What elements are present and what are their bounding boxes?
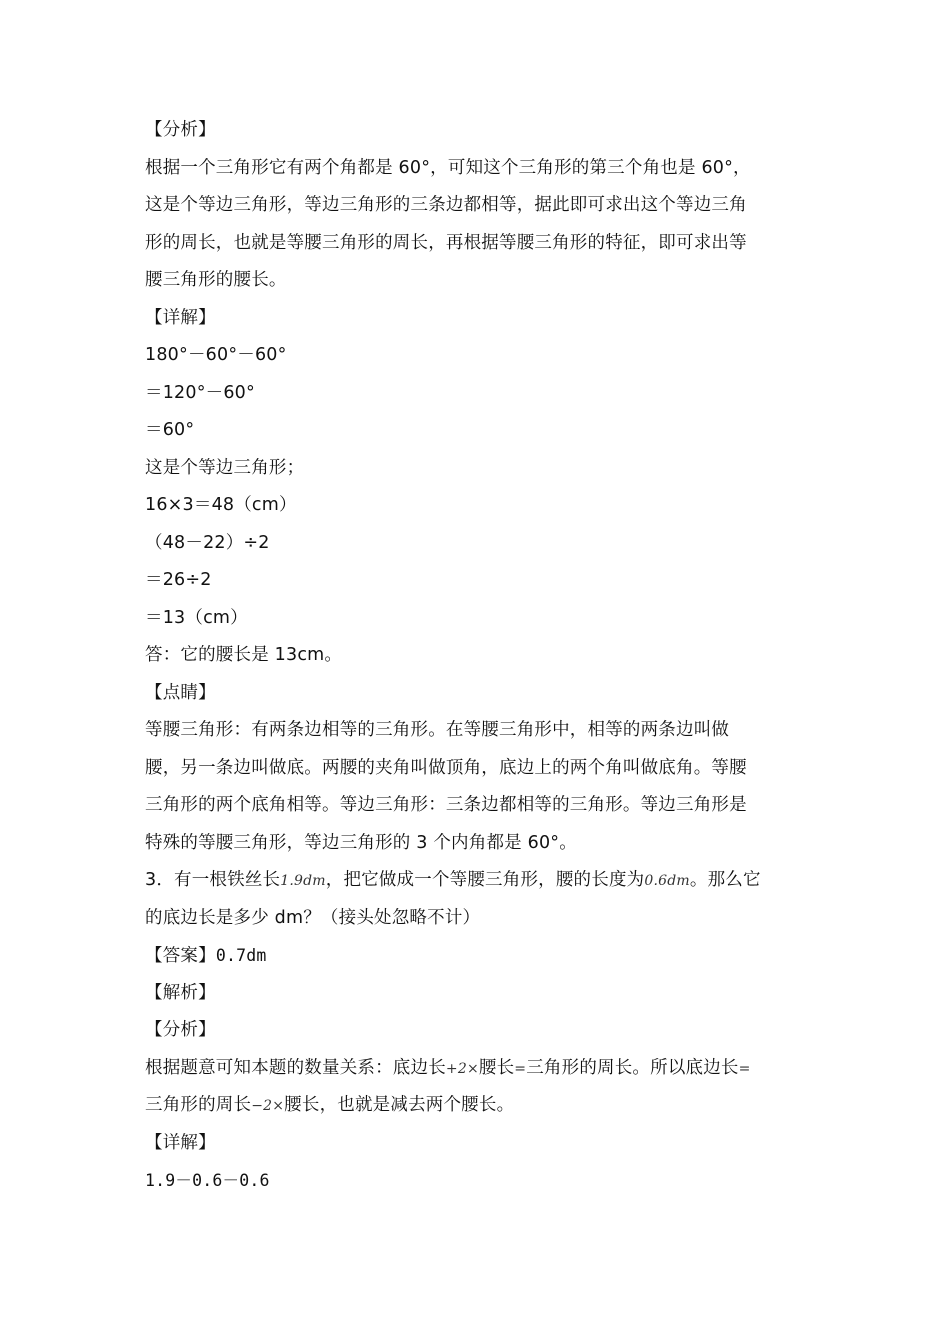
analysis-text-part: 三角形的周长 [145,1095,252,1115]
question-text-part: 3．有一根铁丝长 [145,870,281,890]
analysis-q3-line-2 [145,1087,815,1125]
detail-line-1: 180°－60°－60° [145,345,287,365]
key-point-line-2: 腰，另一条边叫做底。两腰的夹角叫做顶角，底边上的两个角叫做底角。等腰 [145,757,747,778]
document-page [145,112,815,1200]
detail-line-8: ＝13（cm） [145,607,248,628]
question-text-part: ，把它做成一个等腰三角形，腰的长度为 [325,870,645,890]
key-point-line-4: 特殊的等腰三角形，等边三角形的 3 个内角都是 60°。 [145,832,577,853]
detail-q3-line-1: 1.9－0.6－0.6 [145,1171,270,1190]
detail-heading: 【详解】 [145,307,216,328]
question-3-line-1 [145,862,815,900]
equals-math: = [738,1060,751,1077]
minus-two-times-math: −2× [251,1098,285,1114]
analysis-line-3: 形的周长，也就是等腰三角形的周长，再根据等腰三角形的特征，即可求出等 [145,232,747,253]
question-text-part: 。那么它 [689,870,761,890]
key-point-heading: 【点睛】 [145,682,216,703]
analysis-line-1: 根据一个三角形它有两个角都是 60°，可知这个三角形的第三个角也是 60°， [145,157,751,178]
equals-math: = [514,1060,527,1077]
leg-length-math: 0.6dm [644,873,690,889]
analysis-line-2: 这是个等边三角形，等边三角形的三条边都相等，据此即可求出这个等边三角 [145,195,747,215]
question-3-line-2: 的底边长是多少 dm？（接头处忽略不计） [145,907,481,928]
solution-heading: 【解析】 [145,982,216,1003]
detail-answer-line: 答：它的腰长是 13cm。 [145,645,343,665]
analysis-text-part: 腰长 [478,1057,515,1078]
analysis-line-4: 腰三角形的腰长。 [145,270,287,290]
answer-line [145,937,815,975]
plus-two-times-math: +2× [445,1060,479,1077]
key-point-line-1: 等腰三角形：有两条边相等的三角形。在等腰三角形中，相等的两条边叫做 [145,720,730,740]
wire-length-math: 1.9dm [280,873,326,889]
detail-heading-q3: 【详解】 [145,1132,216,1153]
key-point-line-3: 三角形的两个底角相等。等边三角形：三条边都相等的三角形。等边三角形是 [145,795,747,815]
detail-line-4: 这是个等边三角形； [145,457,305,478]
detail-line-7: ＝26÷2 [145,570,212,590]
detail-line-2: ＝120°－60° [145,382,255,403]
analysis-text-part: 腰长，也就是减去两个腰长。 [284,1095,515,1115]
analysis-text-part: 三角形的周长。所以底边长 [526,1057,739,1078]
analysis-heading: 【分析】 [145,120,216,140]
detail-line-6: （48－22）÷2 [145,532,270,553]
detail-line-3: ＝60° [145,420,195,440]
answer-value: 0.7dm [215,946,267,965]
answer-label: 【答案】 [145,946,216,966]
detail-line-5: 16×3＝48（cm） [145,495,297,515]
analysis-heading-q3: 【分析】 [145,1020,216,1040]
analysis-q3-line-1 [145,1050,815,1088]
analysis-text-part: 根据题意可知本题的数量关系：底边长 [145,1057,446,1078]
